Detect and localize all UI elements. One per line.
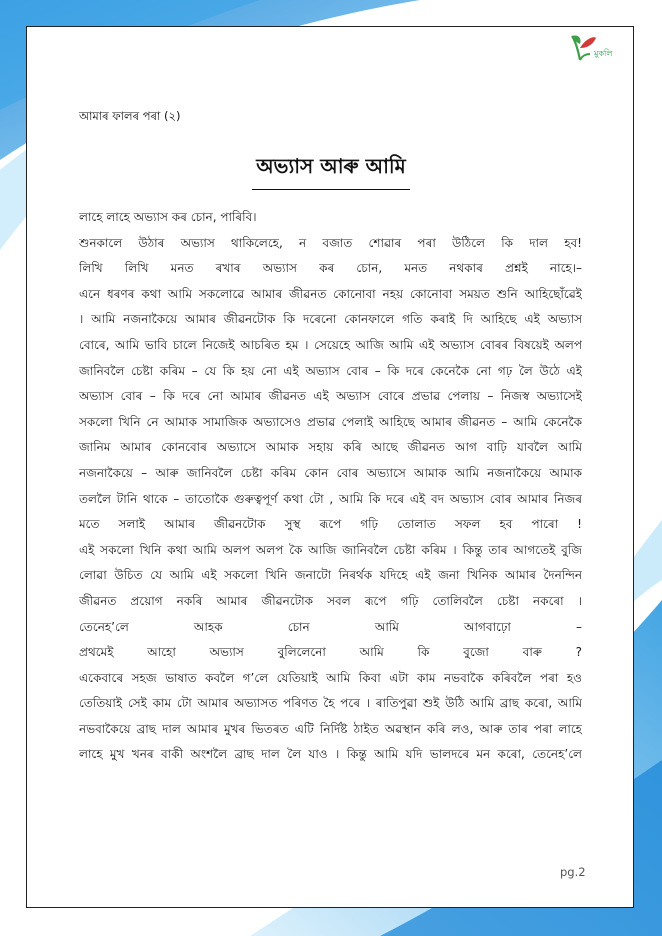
- page-number: pg.2: [560, 865, 586, 879]
- article-body: [79, 205, 582, 768]
- body-line: নভবাকৈয়ে ব্ৰাছ দাল আমাৰ মুখৰ ভিতৰত এটি নিৰ্দিষ্ট ঠাইত অৱস্থান কৰি লও, আৰু তাৰ পৰা লাহে: [79, 721, 582, 736]
- plant-logo-icon: [566, 30, 624, 64]
- body-line: জানিবলৈ চেষ্টা কৰিম – যে কি হয় নো এই অভ্যাস বোৰ – কি দৰে কেনেকৈ নো গঢ় লৈ উঠে এই: [79, 363, 582, 378]
- body-line: প্ৰথমেই আহো অভ্যাস বুলিলেনো আমি কি বুজো বাৰু ?: [79, 645, 582, 660]
- logo-text: মুকলি: [594, 49, 613, 58]
- body-line: সকলো খিনি নে আমাক সামাজিক অভ্যাসেও প্ৰভাৱ পেলাই আহিছে আমাৰ জীৱনত – আমি কেনেকৈ: [79, 414, 582, 429]
- body-line: অভ্যাস বোৰ – কি দৰে নো আমাৰ জীৱনত এই অভ্যাস বোৰে প্ৰভাৱ পেলায় – নিজস্ব অভ্যাসেই: [79, 389, 582, 404]
- body-line: নজনাকৈয়ে – আৰু জানিবলৈ চেষ্টা কৰিম কোন বোৰ অভ্যাসে আমাক আমি নজনাকৈয়ে আমাক: [79, 465, 582, 480]
- series-label: আমাৰ ফালৰ পৰা (২): [79, 109, 181, 123]
- body-line: লোৱা উচিত যে আমি এই সকলো খিনি জনাটো নিৰৰ্থক যদিহে এই জনা খিনিক আমাৰ দৈনন্দিন: [79, 568, 582, 583]
- body-line: জীৱনত প্ৰয়োগ নকৰি আমাৰ জীৱনটোক সবল ৰূপে গঢ়ি তোলিবলৈ চেষ্টা নকৰো ।: [79, 593, 582, 608]
- body-line: জানিম আমাৰ কোনবোৰ অভ্যাসে আমাক সহায় কৰি আছে জীৱনত আগ বাঢ়ি যাবলৈ আমি: [79, 440, 582, 455]
- page-title-wrap: [0, 152, 662, 190]
- body-line: । আমি নজনাকৈয়ে আমাৰ জীৱনটোক কি দৰেনো কোনফালে গতি কৰাই দি আহিছে এই অভ্যাস: [79, 312, 582, 327]
- body-line: শুনকালে উঠাৰ অভ্যাস থাকিলেহে, ন বজাত শোৱাৰ পৰা উঠিলে কি দাল হব!: [79, 235, 582, 250]
- body-line: তেতিয়াই সেই কাম টো আমাৰ অভ্যাসত পৰিণত হৈ পৰে । ৰাতিপুৱা শুই উঠি আমি ব্ৰাছ কৰো, আমি: [79, 696, 582, 711]
- body-line: লিখি লিখি মনত ৰখাৰ অভ্যাস কৰ চোন, মনত নথকাৰ প্ৰশ্নই নাহে।–: [79, 261, 582, 276]
- body-line: তললৈ টানি থাকে – তাতোকৈ গুৰুত্বপূৰ্ণ কথা টো , আমি কি দৰে এই বদ অভ্যাস বোৰ আমাৰ নিজৰ: [79, 491, 582, 506]
- body-line: তেনেহ’লে আহক চোন আমি আগবাঢ়ো –: [79, 619, 582, 634]
- body-line: একেবাৰে সহজ ভাষাত কবলৈ গ’লে যেতিয়াই আমি কিবা এটা কাম নভবাকৈ কৰিবলৈ পৰা হও: [79, 670, 582, 685]
- body-line: এনে ধৰণৰ কথা আমি সকলোৱে আমাৰ জীৱনত কোনোবা নহয় কোনোবা সময়ত শুনি আহিছোঁৱেই: [79, 286, 582, 301]
- body-line: এই সকলো খিনি কথা আমি অলপ অলপ কৈ আজি জানিবলৈ চেষ্টা কৰিম । কিন্তু তাৰ আগতেই বুজি: [79, 542, 582, 557]
- body-line: বোৰে, আমি ভাবি চালে নিজেই আচৰিত হম । সেয়েহে আজি আমি এই অভ্যাস বোৰৰ বিষয়েই অলপ: [79, 337, 582, 352]
- page-title: অভ্যাস আৰু আমি: [252, 152, 410, 190]
- body-line: মতে সলাই আমাৰ জীৱনটোক সুস্থ ৰূপে গঢ়ি তোলাত সফল হব পাৰো !: [79, 517, 582, 532]
- body-line: লাহে লাহে অভ্যাস কৰ চোন, পাৰিবি।: [79, 210, 257, 224]
- body-line: লাহে মুখ খনৰ বাকী অংশলৈ ব্ৰাছ দাল লৈ যাও । কিন্তু আমি যদি ভালদৰে মন কৰো, তেনেহ’লে: [79, 747, 582, 762]
